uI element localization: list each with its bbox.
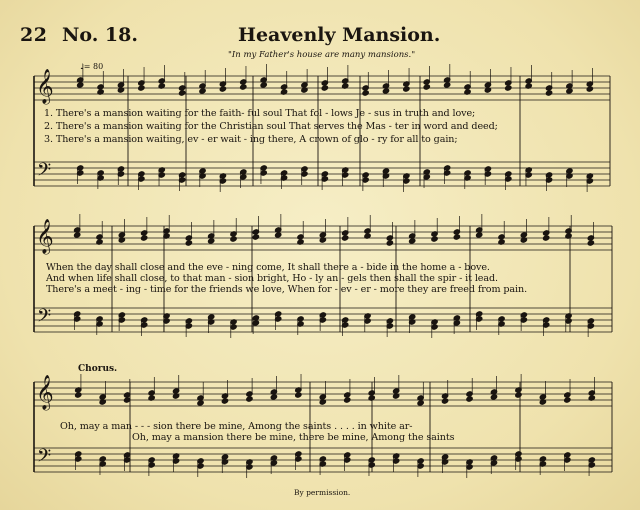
note-head [240, 84, 247, 90]
treble-clef-icon: 𝄞 [36, 375, 54, 410]
note-head [295, 392, 302, 398]
tempo-value: = 80 [83, 62, 104, 71]
note-head [246, 396, 253, 402]
note-head [476, 232, 483, 238]
note-head [230, 236, 237, 242]
note-head [382, 88, 389, 94]
note-head [77, 82, 84, 88]
note-head [199, 88, 206, 94]
verse-3-lyrics: 3. There's a mansion waiting, ev - er wait - ing there, A crown of glo - ry for all to gain; [44, 134, 458, 145]
hymn-number: No. 18. [62, 24, 138, 46]
note-head [505, 85, 512, 91]
note-head [490, 394, 497, 400]
note-head [466, 396, 473, 402]
note-head [386, 240, 393, 246]
note-head [409, 238, 416, 244]
bass-clef-icon: 𝄢 [37, 306, 52, 331]
note-head [543, 235, 550, 241]
note-head [221, 398, 228, 404]
note-head [417, 400, 424, 406]
note-head [275, 232, 282, 238]
note-head [515, 392, 522, 398]
chorus-bass-lyrics: Oh, may a mansion there be mine, there be mine, Among the saints [132, 432, 455, 443]
note-head [260, 82, 267, 88]
refrain-line-2: And when life shall close, to that man - sion bright, Ho - ly an - gels then shall the spir - it lead. [46, 273, 498, 284]
bass-clef-icon: 𝄢 [37, 446, 52, 471]
note-head [344, 397, 351, 403]
note-head [270, 394, 277, 400]
note-head [252, 234, 259, 240]
note-head [444, 82, 451, 88]
page-number: 22 [20, 24, 48, 46]
note-head [545, 90, 552, 96]
note-head [179, 90, 186, 96]
refrain-line-1: When the day shall close and the eve - ning come, It shall there a - bide in the home a - bove. [46, 262, 490, 273]
note-head [564, 397, 571, 403]
note-head [342, 235, 349, 241]
note-head [75, 392, 82, 398]
note-head [441, 398, 448, 404]
treble-clef-icon: 𝄞 [36, 69, 54, 104]
bass-clef-icon: 𝄢 [37, 160, 52, 185]
note-head [138, 85, 145, 91]
epigraph: "In my Father's house are many mansions." [228, 50, 416, 60]
treble-clef-icon: 𝄞 [36, 219, 54, 254]
verse-2-lyrics: 2. There's a mansion waiting for the Christian soul That serves the Mas - ter in word and deed; [44, 121, 498, 132]
footer-credit: By permission. [294, 488, 351, 497]
chorus-label: Chorus. [78, 364, 118, 374]
tempo-marking: ♩= 80 [80, 62, 104, 71]
note-head [208, 238, 215, 244]
verse-1-lyrics: 1. There's a mansion waiting for the faith- ful soul That fol - lows Je - sus in truth and love; [44, 108, 476, 119]
refrain-line-3: There's a meet - ing - time for the friends we love, When for - ev - er - more they are freed from pain. [46, 284, 528, 295]
note-head [586, 86, 593, 92]
chorus-soprano-lyrics: Oh, may a man - - - sion there be mine, Among the saints . . . . in white ar- [60, 421, 413, 432]
note-head [321, 85, 328, 91]
hymn-title: Heavenly Mansion. [238, 24, 441, 46]
note-head [403, 86, 410, 92]
note-head [141, 235, 148, 241]
note-head [197, 400, 204, 406]
note-head [431, 236, 438, 242]
note-head [453, 234, 460, 240]
note-head [74, 232, 81, 238]
note-head [185, 240, 192, 246]
note-head [423, 84, 430, 90]
note-head [362, 90, 369, 96]
note-head [219, 86, 226, 92]
note-head [566, 88, 573, 94]
note-head [587, 240, 594, 246]
